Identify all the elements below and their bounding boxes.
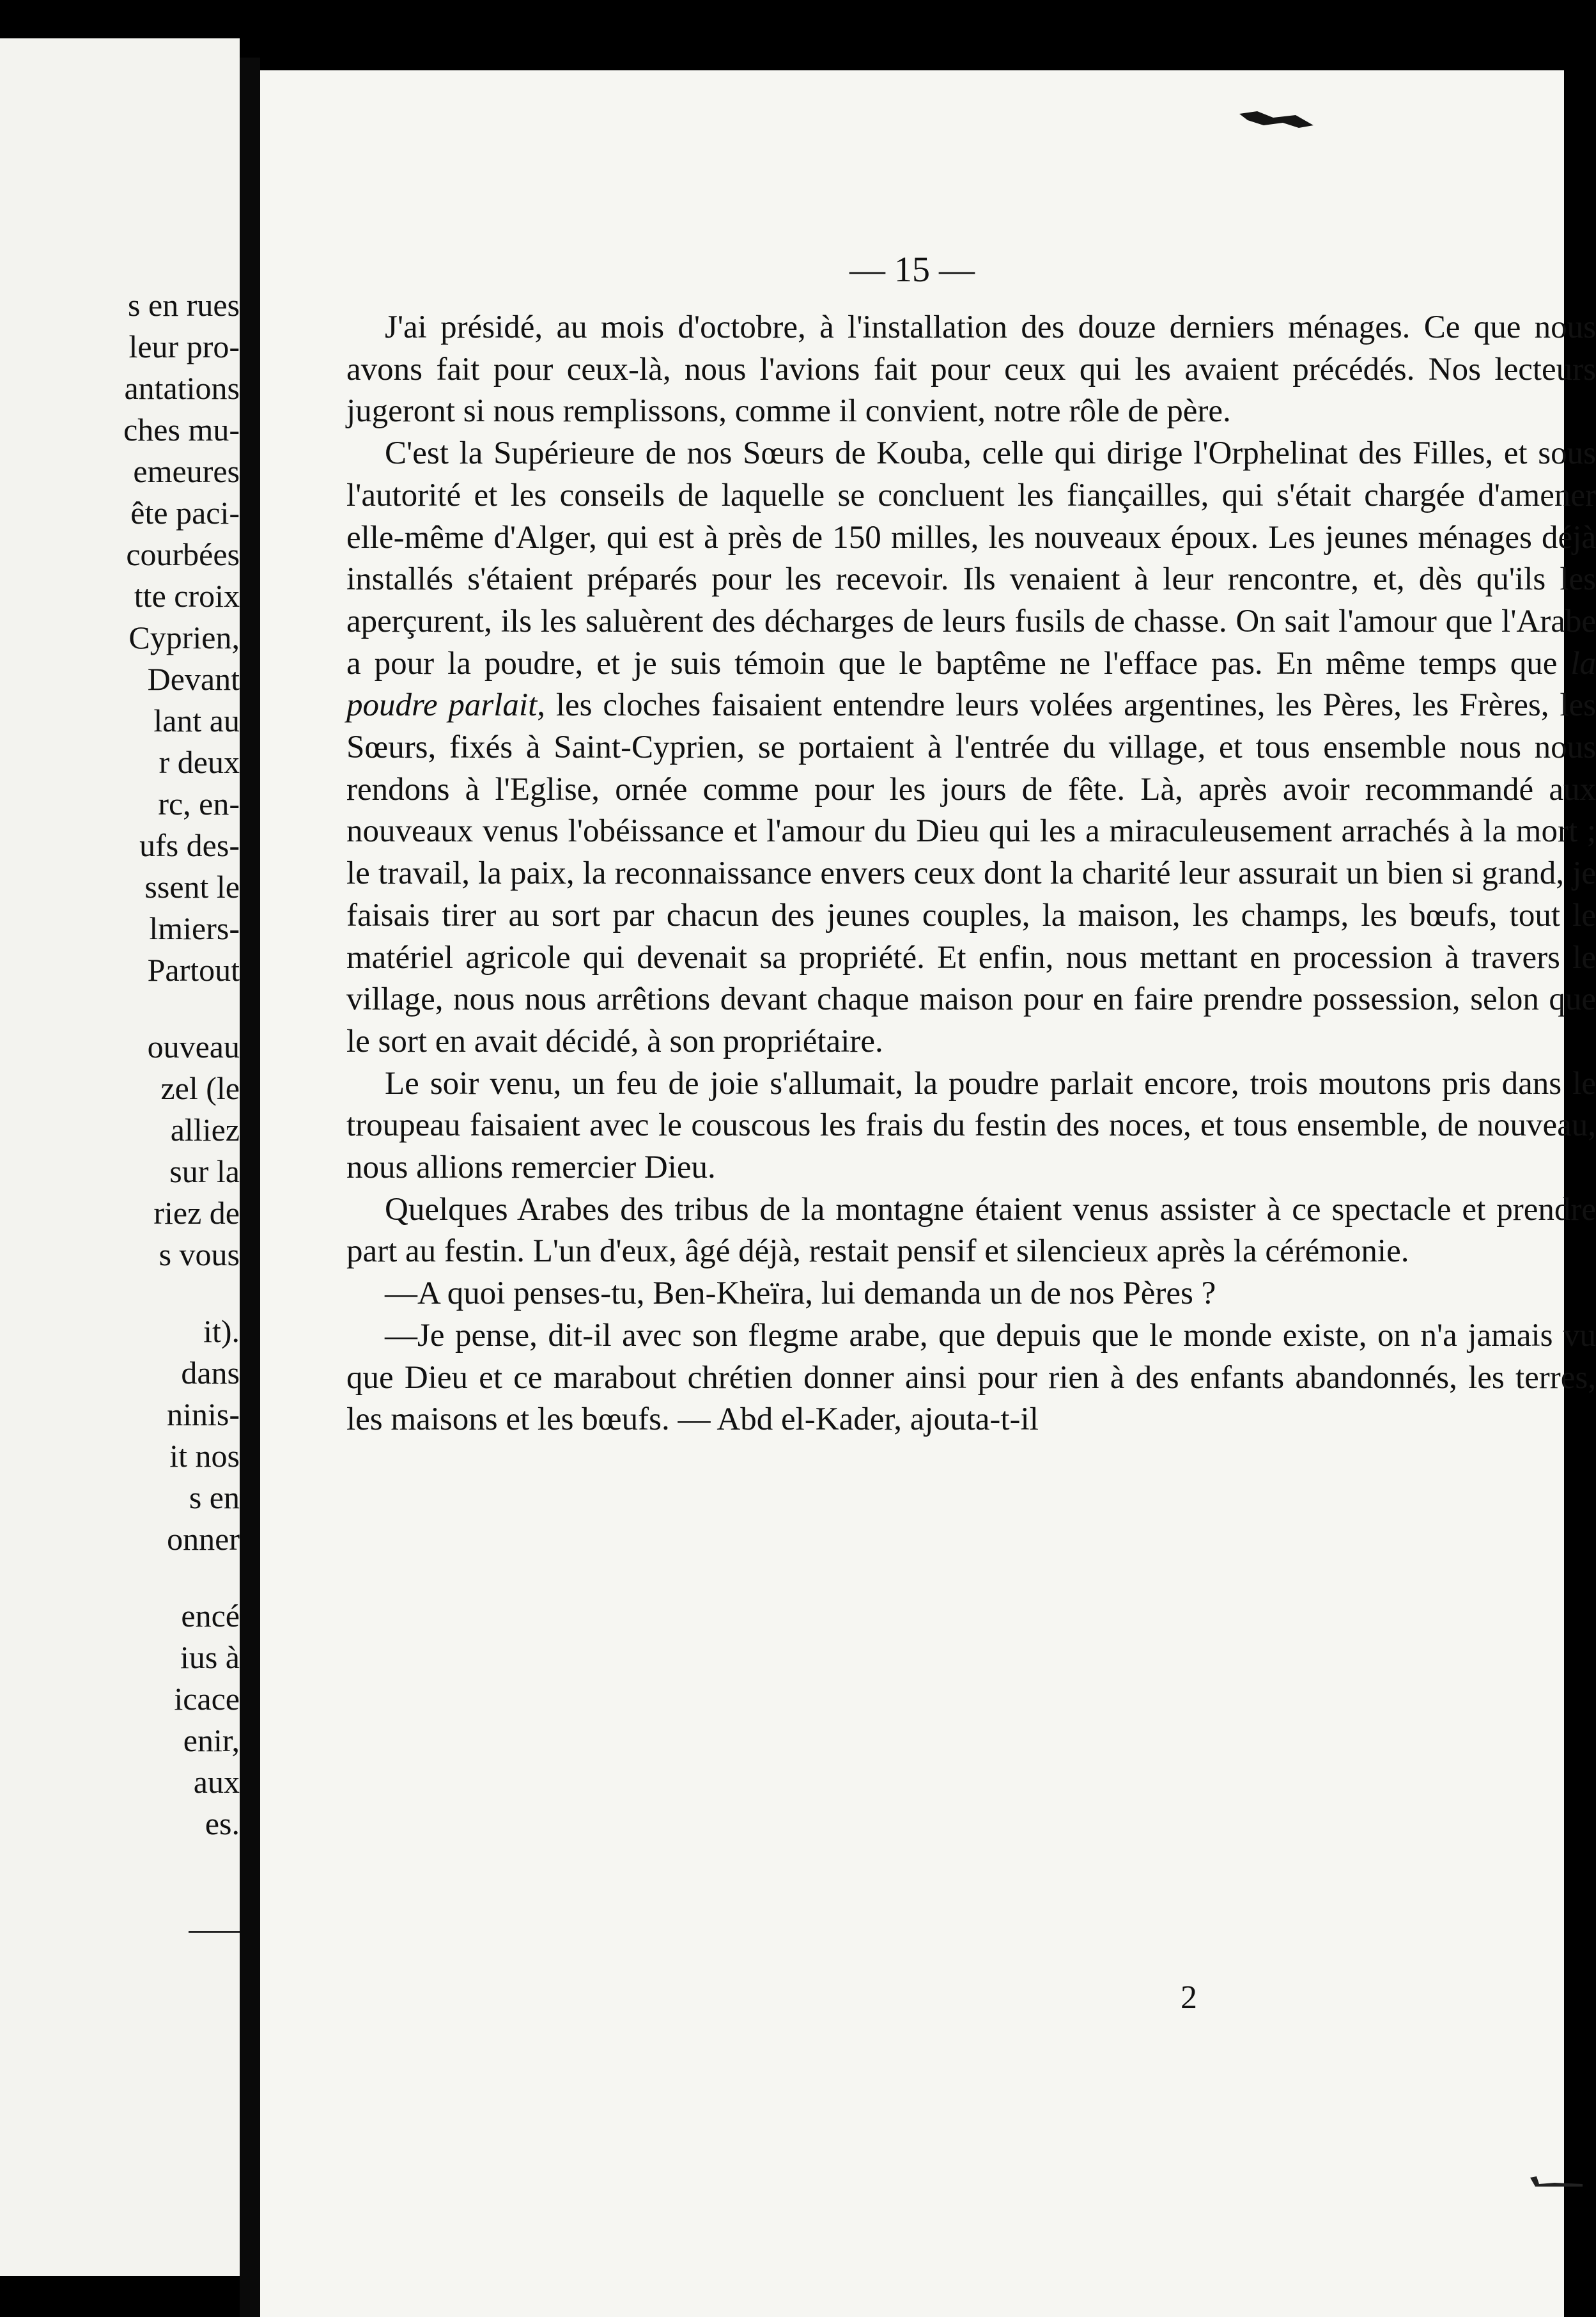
left-text-fragment: ête paci- [130,495,240,531]
ink-smudge-mark [1529,2174,1583,2188]
left-text-fragment: tte croix [134,578,240,614]
left-text-fragment: zel (le [160,1070,240,1106]
fragment-gap [112,1276,240,1311]
left-page-rule [189,1931,240,1933]
left-text-fragment: lmiers- [149,910,240,946]
left-page-text-fragments [112,285,240,1845]
paragraph: C'est la Supérieure de nos Sœurs de Kouba, celle qui dirige l'Orphelinat des Filles, et sous l'autorité et les conseils de laquelle se concluent les fiançailles, qui s'était chargée d'amener elle-même d'Alger, qui est à près de 150 milles, les nouveaux époux. Les jeunes ménages déjà installés s'étaient préparés pour les recevoir. Ils venaient à leur rencontre, et, dès qu'ils les aperçurent, ils les saluèrent des décharges de leurs fusils de chasse. On sait l'amour que l'Arabe a pour la poudre, et je suis témoin que le baptême ne l'efface pas. En même temps que la poudre parlait, les cloches faisaient entendre leurs volées argentines, les Pères, les Frères, les Sœurs, fixés à Saint-Cyprien, se portaient à l'entrée du village, et tous ensemble nous nous rendons à l'Eglise, ornée comme pour les jours de fête. Là, après avoir recommandé aux nouveaux venus l'obéissance et l'amour du Dieu qui les a miraculeusement arrachés à la mort ; le travail, la paix, la reconnaissance envers ceux dont la charité leur assurait un bien si grand, je faisais tirer au sort par chacun des jeunes couples, la maison, les champs, les bœufs, tout le matériel agricole qui devenait sa propriété. Et enfin, nous mettant en procession à travers le village, nous nous arrêtions devant chaque maison pour en faire prendre possession, selon que le sort en avait décidé, à son propriétaire. [346,435,1596,1059]
body-text [346,307,1596,1441]
ink-speck-mark [1238,109,1315,134]
left-text-fragment: ouveau [147,1029,240,1065]
paragraph: Quelques Arabes des tribus de la montagne étaient venus assister à ce spectacle et prendre part au festin. L'un d'eux, âgé déjà, restait pensif et silencieux après la cérémonie. [346,1191,1596,1270]
left-text-fragment: ufs des- [139,827,240,863]
paragraph: J'ai présidé, au mois d'octobre, à l'installation des douze derniers ménages. Ce que nous avons fait pour ceux-là, nous l'avions fait pour ceux qui les avaient précédés. Nos lecteurs jugeront si nous remplissons, comme il convient, notre rôle de père. [346,309,1596,430]
left-text-fragment: it nos [169,1438,240,1474]
left-text-fragment: enir, [183,1722,240,1758]
left-text-fragment: icace [174,1681,240,1717]
left-text-fragment: antations [124,370,240,406]
left-text-fragment: onner [167,1521,240,1557]
left-text-fragment: ssent le [144,869,240,905]
left-text-fragment: encé [181,1598,240,1634]
left-text-fragment: r deux [159,744,240,780]
left-text-fragment: riez de [153,1195,240,1231]
left-page-margin [0,38,240,2276]
left-text-fragment: leur pro- [128,329,240,364]
left-text-fragment: Partout [147,952,240,988]
left-text-fragment: Cyprien, [128,620,240,655]
right-page [260,70,1596,2317]
fragment-gap [112,1560,240,1595]
left-text-fragment: lant au [153,703,240,738]
left-text-fragment: es. [205,1806,240,1841]
paragraph: —A quoi penses-tu, Ben-Kheïra, lui demanda un de nos Pères ? [385,1276,1216,1312]
left-text-fragment: courbées [126,536,240,572]
left-text-fragment: aux [193,1764,240,1800]
left-text-fragment: rc, en- [158,786,240,822]
italic-phrase: la poudre parlait [346,645,1596,724]
left-text-fragment: s en [189,1479,240,1515]
left-text-fragment: emeures [133,453,240,489]
left-text-fragment: ches mu- [123,412,240,448]
signature-mark: 2 [1181,1979,1197,2016]
left-text-fragment: alliez [170,1112,240,1148]
left-text-fragment: it). [203,1313,240,1349]
left-text-fragment: ius à [180,1639,240,1675]
paragraph: —Je pense, dit-il avec son flegme arabe, que depuis que le monde existe, on n'a jamais vu que Dieu et ce marabout chrétien donner ainsi pour rien à des enfants abandonnés, les terres, les maisons et les bœufs. — Abd el-Kader, ajouta-t-il [346,1317,1596,1438]
book-spine [240,58,260,2317]
fragment-gap [112,991,240,1026]
left-text-fragment: s en rues [128,287,240,323]
left-text-fragment: ninis- [167,1396,240,1432]
page-number: — 15 — [849,250,975,290]
left-text-fragment: dans [181,1355,240,1391]
left-text-fragment: sur la [169,1153,240,1189]
left-text-fragment: Devant [147,661,240,697]
left-text-fragment: s vous [159,1237,240,1272]
paragraph: Le soir venu, un feu de joie s'allumait, la poudre parlait encore, trois moutons pris dans le troupeau faisaient avec le couscous les frais du festin des noces, et tous ensemble, de nouveau, nous allions remercier Dieu. [346,1065,1596,1186]
